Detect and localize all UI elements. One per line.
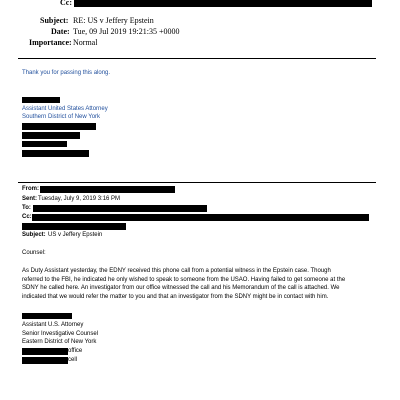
cc-label: Cc: xyxy=(60,0,72,7)
redacted-sig-line-4 xyxy=(22,150,89,157)
salutation: Counsel: xyxy=(22,250,46,256)
body-line: SDNY he called here. An investigator from our office witnessed the call and his Memorandum of the call is attached. We xyxy=(22,285,340,291)
orig-cc-label: Cc: xyxy=(22,214,32,220)
importance-value: Normal xyxy=(73,38,98,47)
date-label: Date: xyxy=(51,27,70,36)
reply-body: Thank you for passing this along. xyxy=(22,70,111,76)
forward-divider xyxy=(18,182,376,183)
reply-sig-office: Southern District of New York xyxy=(22,114,101,120)
orig-sig-role: Senior Investigative Counsel xyxy=(22,331,99,337)
reply-sig-title: Assistant United States Attorney xyxy=(22,106,108,112)
redacted-from xyxy=(40,186,175,193)
redacted-office-phone xyxy=(22,348,68,355)
redacted-sig-line-2 xyxy=(22,132,80,139)
orig-subject-value: US v Jeffery Epstein xyxy=(48,232,103,238)
cell-phone-label: cell xyxy=(68,357,78,363)
office-phone-label: office xyxy=(68,348,83,354)
redacted-cc-line-1 xyxy=(32,214,369,221)
body-line: indicated that we would refer the matter to you and that an investigator from the SDNY might be in contact with him. xyxy=(22,293,329,300)
redacted-sig-line-1 xyxy=(22,123,96,130)
orig-to-label: To: xyxy=(22,205,31,211)
orig-sent-label: Sent: xyxy=(22,196,37,202)
date-value: Tue, 09 Jul 2019 19:21:35 +0000 xyxy=(73,27,180,36)
message-paragraph xyxy=(22,267,382,301)
orig-sig-title: Assistant U.S. Attorney xyxy=(22,322,84,328)
redacted-sig-line-3 xyxy=(22,141,67,147)
redacted-author-name xyxy=(22,313,72,319)
importance-label: Importance: xyxy=(29,38,72,47)
redacted-cell-phone xyxy=(22,357,68,364)
subject-value: RE: US v Jeffery Epstein xyxy=(73,16,154,25)
body-line: referred to the FBI, he indicated he only wished to speak to someone from the USAO. Having failed to get someone at the xyxy=(22,276,346,283)
body-line: As Duty Assistant yesterday, the EDNY received this phone call from a potential witness in the Epstein case. Though xyxy=(22,268,331,274)
subject-label: Subject: xyxy=(40,16,69,25)
redacted-cc xyxy=(74,0,372,7)
redacted-to xyxy=(33,205,207,212)
orig-sig-office: Eastern District of New York xyxy=(22,339,97,345)
redacted-cc-line-2 xyxy=(22,223,126,230)
orig-subject-label: Subject: xyxy=(22,232,46,238)
redacted-sender-name xyxy=(22,97,60,103)
orig-from-label: From: xyxy=(22,186,39,192)
orig-sent-value: Tuesday, July 9, 2019 3:16 PM xyxy=(38,196,121,202)
header-divider xyxy=(18,58,376,59)
